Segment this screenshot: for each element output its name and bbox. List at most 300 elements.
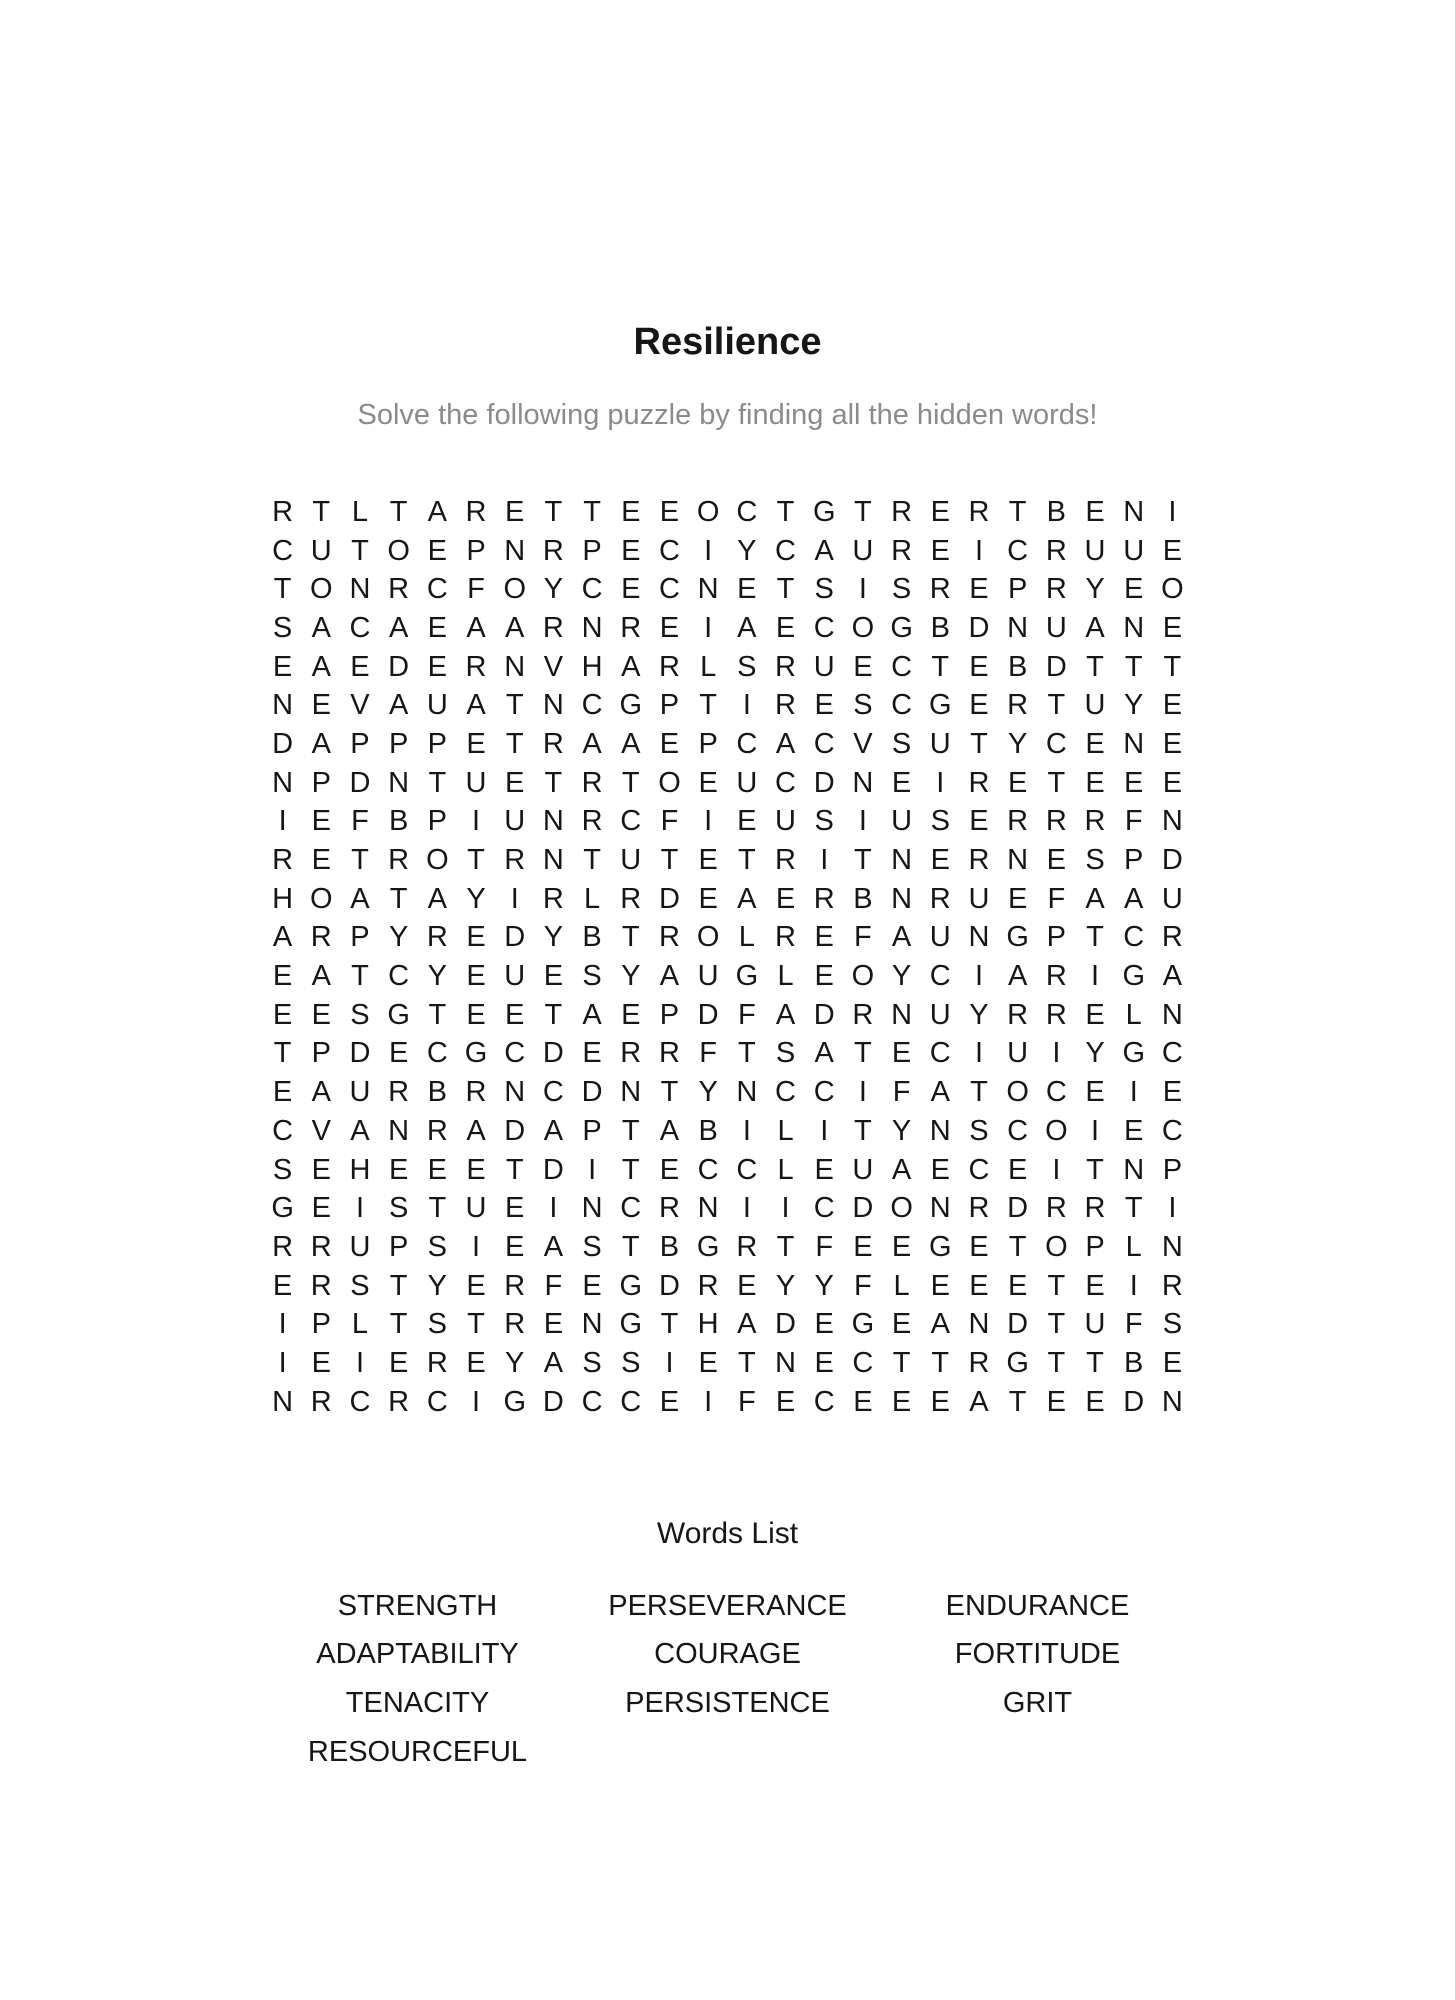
grid-letter: I — [472, 1385, 481, 1418]
grid-letter: U — [852, 1153, 874, 1186]
grid-letter: C — [736, 1153, 758, 1186]
grid-letter: U — [465, 766, 487, 799]
grid-letter: D — [697, 998, 719, 1031]
grid-letter: E — [969, 689, 989, 722]
grid-letter: R — [272, 495, 294, 528]
grid-letter: C — [697, 1153, 719, 1186]
grid-letter: A — [659, 1114, 680, 1147]
grid-letter: A — [1007, 960, 1028, 993]
grid-letter: E — [427, 534, 448, 567]
grid-letter: F — [660, 805, 679, 838]
grid-letter: C — [1007, 1114, 1029, 1147]
grid-letter: R — [1161, 921, 1183, 954]
grid-letter: D — [504, 1114, 526, 1147]
grid-letter: N — [1123, 727, 1145, 760]
grid-letter: R — [1084, 805, 1106, 838]
grid-letter: A — [272, 921, 293, 954]
grid-letter: E — [272, 998, 293, 1031]
grid-letter: R — [891, 495, 913, 528]
grid-letter: P — [388, 727, 409, 760]
grid-letter: R — [1045, 998, 1067, 1031]
grid-letter: U — [929, 998, 951, 1031]
grid-letter: E — [1124, 573, 1144, 606]
grid-letter: Y — [543, 921, 564, 954]
grid-letter: I — [278, 1308, 287, 1341]
grid-letter: D — [1161, 844, 1183, 877]
word-item: STRENGTH — [337, 1589, 498, 1622]
grid-letter: E — [1007, 1153, 1028, 1186]
grid-letter: R — [968, 1346, 990, 1379]
grid-letter: G — [735, 960, 759, 993]
grid-letter: I — [355, 1346, 364, 1379]
grid-letter: E — [505, 1192, 525, 1225]
grid-letter: R — [426, 921, 448, 954]
grid-letter: C — [852, 1346, 874, 1379]
grid-letter: O — [696, 495, 720, 528]
grid-letter: O — [426, 844, 449, 877]
grid-letter: Y — [505, 1346, 525, 1379]
grid-letter: E — [1046, 844, 1067, 877]
grid-letter: E — [814, 1308, 834, 1341]
grid-letter: E — [311, 1346, 331, 1379]
grid-letter: A — [350, 882, 370, 915]
grid-letter: Y — [1124, 689, 1144, 722]
grid-letter: E — [582, 1269, 602, 1302]
grid-letter: H — [272, 882, 294, 915]
grid-letter: P — [698, 727, 718, 760]
grid-letter: E — [775, 611, 796, 644]
grid-letter: A — [466, 611, 486, 644]
grid-letter: P — [582, 534, 602, 567]
grid-letter: N — [581, 1192, 603, 1225]
grid-letter: R — [504, 844, 526, 877]
grid-letter: T — [351, 534, 369, 567]
grid-letter: L — [777, 960, 794, 993]
word-item: TENACITY — [345, 1686, 490, 1719]
grid-letter: P — [659, 998, 680, 1031]
grid-letter: E — [930, 844, 950, 877]
grid-letter: I — [510, 882, 519, 915]
grid-letter: R — [388, 1385, 410, 1418]
grid-letter: R — [968, 844, 990, 877]
grid-letter: N — [775, 1346, 796, 1379]
grid-letter: S — [891, 727, 912, 760]
grid-letter: N — [504, 650, 526, 683]
grid-letter: C — [813, 1076, 835, 1109]
grid-letter: E — [466, 1269, 486, 1302]
grid-letter: U — [349, 1230, 371, 1263]
grid-letter: G — [929, 689, 952, 722]
grid-letter: N — [542, 844, 564, 877]
grid-letter: T — [467, 844, 485, 877]
word-item: FORTITUDE — [954, 1638, 1121, 1671]
grid-letter: R — [813, 882, 835, 915]
grid-letter: I — [742, 1114, 751, 1147]
grid-letter: A — [814, 534, 834, 567]
grid-letter: I — [936, 766, 945, 799]
grid-letter: A — [311, 727, 331, 760]
grid-letter: S — [930, 805, 950, 838]
grid-letter: T — [737, 1037, 756, 1070]
grid-letter: I — [1052, 1153, 1061, 1186]
grid-letter: E — [466, 1153, 486, 1186]
grid-letter: U — [504, 805, 526, 838]
grid-letter: N — [504, 534, 526, 567]
grid-letter: R — [388, 573, 410, 606]
word-item: PERSISTENCE — [625, 1686, 830, 1719]
grid-letter: C — [349, 1385, 371, 1418]
grid-letter: A — [930, 1308, 950, 1341]
grid-letter: E — [930, 534, 950, 567]
grid-letter: T — [389, 882, 408, 915]
grid-letter: C — [1007, 534, 1029, 567]
grid-letter: B — [659, 1230, 680, 1263]
grid-letter: E — [814, 1346, 834, 1379]
grid-letter: S — [350, 1269, 370, 1302]
grid-letter: F — [737, 998, 756, 1031]
grid-letter: T — [621, 766, 640, 799]
puzzle-title: Resilience — [633, 321, 822, 363]
grid-letter: A — [427, 495, 448, 528]
grid-letter: P — [1007, 573, 1028, 606]
grid-letter: E — [659, 611, 680, 644]
grid-letter: T — [1047, 1308, 1066, 1341]
grid-letter: R — [620, 1037, 642, 1070]
grid-letter: N — [697, 573, 719, 606]
grid-letter: E — [1085, 1385, 1105, 1418]
grid-letter: P — [1085, 1230, 1105, 1263]
grid-letter: U — [620, 844, 642, 877]
grid-letter: D — [349, 1037, 371, 1070]
grid-letter: T — [1047, 689, 1066, 722]
grid-letter: E — [891, 1230, 912, 1263]
grid-letter: Y — [1085, 573, 1105, 606]
grid-letter: E — [659, 1153, 680, 1186]
grid-letter: G — [1006, 921, 1029, 954]
grid-letter: E — [814, 1153, 834, 1186]
grid-letter: I — [781, 1192, 790, 1225]
grid-letter: T — [312, 495, 331, 528]
grid-letter: E — [621, 998, 641, 1031]
grid-letter: N — [542, 805, 564, 838]
grid-letter: A — [388, 689, 409, 722]
word-item: ADAPTABILITY — [316, 1638, 519, 1671]
grid-letter: E — [1162, 689, 1183, 722]
grid-letter: I — [665, 1346, 674, 1379]
grid-letter: C — [736, 727, 758, 760]
grid-letter: T — [389, 1308, 408, 1341]
grid-letter: N — [542, 689, 564, 722]
grid-letter: P — [427, 727, 448, 760]
grid-letter: L — [893, 1269, 910, 1302]
grid-letter: R — [504, 1308, 526, 1341]
grid-letter: R — [658, 1192, 680, 1225]
grid-letter: F — [1047, 882, 1066, 915]
grid-letter: T — [428, 1192, 447, 1225]
grid-letter: E — [969, 573, 989, 606]
grid-letter: S — [272, 611, 293, 644]
word-item: RESOURCEFUL — [307, 1735, 528, 1768]
grid-letter: D — [581, 1076, 603, 1109]
grid-letter: I — [1091, 960, 1100, 993]
grid-letter: E — [466, 921, 486, 954]
grid-letter: N — [891, 998, 913, 1031]
grid-letter: R — [1084, 1192, 1106, 1225]
grid-letter: O — [310, 882, 333, 915]
grid-letter: R — [658, 650, 680, 683]
grid-letter: R — [891, 534, 913, 567]
grid-letter: D — [1007, 1308, 1029, 1341]
grid-letter: R — [272, 844, 294, 877]
grid-letter: S — [350, 998, 370, 1031]
grid-letter: E — [505, 495, 525, 528]
grid-letter: E — [1085, 1269, 1105, 1302]
grid-letter: E — [1162, 1076, 1183, 1109]
grid-letter: N — [891, 882, 913, 915]
grid-letter: B — [698, 1114, 718, 1147]
grid-letter: E — [272, 1269, 293, 1302]
grid-letter: G — [696, 1230, 720, 1263]
grid-letter: C — [1161, 1114, 1183, 1147]
grid-letter: C — [1045, 727, 1067, 760]
grid-letter: C — [581, 1385, 603, 1418]
grid-letter: E — [659, 727, 680, 760]
grid-letter: R — [1045, 1192, 1067, 1225]
grid-letter: E — [1162, 766, 1183, 799]
grid-letter: R — [542, 534, 564, 567]
grid-letter: N — [1123, 1153, 1145, 1186]
grid-letter: A — [311, 1076, 331, 1109]
grid-letter: T — [351, 960, 369, 993]
grid-letter: V — [350, 689, 370, 722]
grid-letter: I — [704, 805, 713, 838]
grid-letter: S — [814, 573, 834, 606]
grid-letter: R — [426, 1346, 448, 1379]
grid-letter: E — [388, 1346, 409, 1379]
grid-letter: A — [621, 650, 641, 683]
grid-letter: R — [542, 611, 564, 644]
grid-letter: R — [697, 1269, 719, 1302]
grid-letter: T — [1047, 1346, 1066, 1379]
grid-letter: L — [351, 495, 369, 528]
grid-letter: F — [815, 1230, 834, 1263]
grid-letter: E — [427, 650, 448, 683]
grid-letter: E — [737, 573, 757, 606]
grid-letter: P — [1046, 921, 1067, 954]
grid-letter: Y — [698, 1076, 718, 1109]
grid-letter: S — [427, 1308, 448, 1341]
grid-letter: E — [505, 1230, 525, 1263]
grid-letter: Y — [466, 882, 486, 915]
words-list — [263, 1582, 1193, 1776]
grid-letter: D — [1045, 650, 1067, 683]
grid-letter: C — [968, 1153, 990, 1186]
grid-letter: A — [775, 998, 796, 1031]
grid-letter: R — [542, 882, 564, 915]
grid-letter: U — [1084, 1308, 1106, 1341]
grid-letter: I — [858, 805, 867, 838]
grid-letter: R — [1045, 805, 1067, 838]
grid-letter: Y — [543, 573, 564, 606]
grid-letter: D — [775, 1308, 796, 1341]
grid-letter: D — [658, 1269, 680, 1302]
grid-letter: I — [472, 1230, 481, 1263]
grid-letter: I — [858, 1076, 867, 1109]
grid-letter: E — [311, 1192, 331, 1225]
grid-letter: U — [929, 727, 951, 760]
grid-letter: E — [466, 727, 486, 760]
grid-letter: C — [813, 1192, 835, 1225]
grid-letter: S — [582, 1346, 602, 1379]
grid-letter: E — [814, 689, 834, 722]
grid-letter: R — [1045, 960, 1067, 993]
grid-letter: D — [504, 921, 526, 954]
grid-letter: H — [697, 1308, 719, 1341]
grid-letter: E — [737, 805, 757, 838]
grid-letter: A — [543, 1114, 564, 1147]
grid-letter: F — [854, 1269, 872, 1302]
grid-letter: R — [542, 727, 564, 760]
grid-letter: E — [311, 844, 331, 877]
grid-letter: E — [775, 882, 796, 915]
grid-letter: A — [311, 611, 331, 644]
grid-letter: D — [542, 1037, 564, 1070]
grid-letter: T — [1047, 1269, 1066, 1302]
grid-letter: I — [278, 805, 287, 838]
grid-letter: Y — [969, 998, 989, 1031]
grid-letter: S — [853, 689, 873, 722]
grid-letter: T — [737, 1346, 756, 1379]
grid-letter: T — [776, 495, 795, 528]
grid-letter: E — [272, 650, 293, 683]
grid-letter: E — [311, 1153, 331, 1186]
grid-letter: R — [775, 650, 796, 683]
grid-letter: R — [620, 611, 642, 644]
grid-letter: E — [969, 650, 989, 683]
grid-letter: S — [388, 1192, 409, 1225]
grid-letter: T — [660, 1076, 679, 1109]
grid-letter: E — [311, 805, 331, 838]
grid-letter: S — [814, 805, 834, 838]
grid-letter: N — [272, 766, 294, 799]
grid-letter: E — [1007, 766, 1028, 799]
grid-letter: N — [968, 1308, 990, 1341]
grid-letter: S — [891, 573, 912, 606]
grid-letter: E — [1007, 882, 1028, 915]
grid-letter: R — [310, 1230, 332, 1263]
grid-letter: T — [273, 1037, 292, 1070]
grid-letter: C — [775, 766, 796, 799]
grid-letter: R — [620, 882, 642, 915]
grid-letter: E — [311, 998, 331, 1031]
grid-letter: A — [427, 882, 448, 915]
grid-letter: D — [968, 611, 990, 644]
grid-letter: T — [970, 1076, 988, 1109]
grid-letter: F — [351, 805, 369, 838]
grid-letter: S — [582, 1230, 602, 1263]
grid-letter: E — [891, 1037, 912, 1070]
grid-letter: U — [697, 960, 719, 993]
grid-letter: T — [1086, 650, 1104, 683]
grid-letter: O — [503, 573, 526, 606]
grid-letter: T — [1086, 1346, 1104, 1379]
grid-letter: I — [704, 534, 713, 567]
grid-letter: Y — [1007, 727, 1028, 760]
grid-letter: N — [1007, 611, 1029, 644]
grid-letter: T — [544, 766, 563, 799]
grid-letter: T — [621, 1230, 640, 1263]
grid-letter: R — [775, 689, 796, 722]
grid-letter: U — [1123, 534, 1145, 567]
grid-letter: N — [1007, 844, 1029, 877]
grid-letter: A — [1085, 611, 1105, 644]
grid-letter: N — [1123, 611, 1145, 644]
grid-letter: B — [853, 882, 873, 915]
grid-letter: R — [310, 1269, 332, 1302]
grid-letter: N — [581, 611, 603, 644]
grid-letter: S — [272, 1153, 293, 1186]
grid-letter: R — [1045, 534, 1067, 567]
grid-letter: T — [1124, 650, 1143, 683]
grid-letter: Y — [621, 960, 641, 993]
grid-letter: I — [704, 611, 713, 644]
grid-letter: Y — [814, 1269, 834, 1302]
grid-letter: U — [504, 960, 526, 993]
grid-letter: E — [505, 766, 525, 799]
grid-letter: I — [974, 1037, 983, 1070]
grid-letter: E — [466, 998, 486, 1031]
grid-letter: S — [582, 960, 602, 993]
grid-letter: T — [467, 1308, 485, 1341]
grid-letter: E — [659, 495, 680, 528]
grid-letter: T — [776, 573, 795, 606]
grid-letter: G — [890, 611, 913, 644]
grid-letter: D — [658, 882, 680, 915]
grid-letter: G — [619, 1308, 643, 1341]
grid-letter: N — [272, 1385, 294, 1418]
grid-letter: U — [852, 534, 874, 567]
grid-letter: O — [890, 1192, 913, 1225]
grid-letter: I — [820, 844, 829, 877]
word-item: GRIT — [1002, 1686, 1073, 1719]
grid-letter: G — [929, 1230, 952, 1263]
grid-letter: B — [427, 1076, 448, 1109]
grid-letter: P — [582, 1114, 602, 1147]
grid-letter: T — [505, 689, 524, 722]
grid-letter: U — [465, 1192, 487, 1225]
grid-letter: I — [1129, 1076, 1138, 1109]
grid-letter: C — [775, 534, 796, 567]
grid-letter: E — [272, 1076, 293, 1109]
grid-letter: R — [272, 1230, 294, 1263]
grid-letter: T — [428, 998, 447, 1031]
grid-letter: G — [812, 495, 836, 528]
grid-letter: E — [1124, 766, 1144, 799]
grid-letter: N — [388, 766, 410, 799]
grid-letter: R — [310, 1385, 332, 1418]
grid-letter: R — [465, 495, 487, 528]
grid-letter: G — [503, 1385, 526, 1418]
grid-letter: N — [968, 921, 990, 954]
grid-letter: T — [854, 495, 872, 528]
grid-letter: C — [813, 611, 835, 644]
grid-letter: C — [620, 1192, 642, 1225]
grid-letter: E — [930, 1153, 950, 1186]
grid-letter: G — [619, 689, 643, 722]
grid-letter: T — [931, 650, 950, 683]
grid-letter: E — [930, 1269, 950, 1302]
word-item: PERSEVERANCE — [608, 1589, 847, 1622]
